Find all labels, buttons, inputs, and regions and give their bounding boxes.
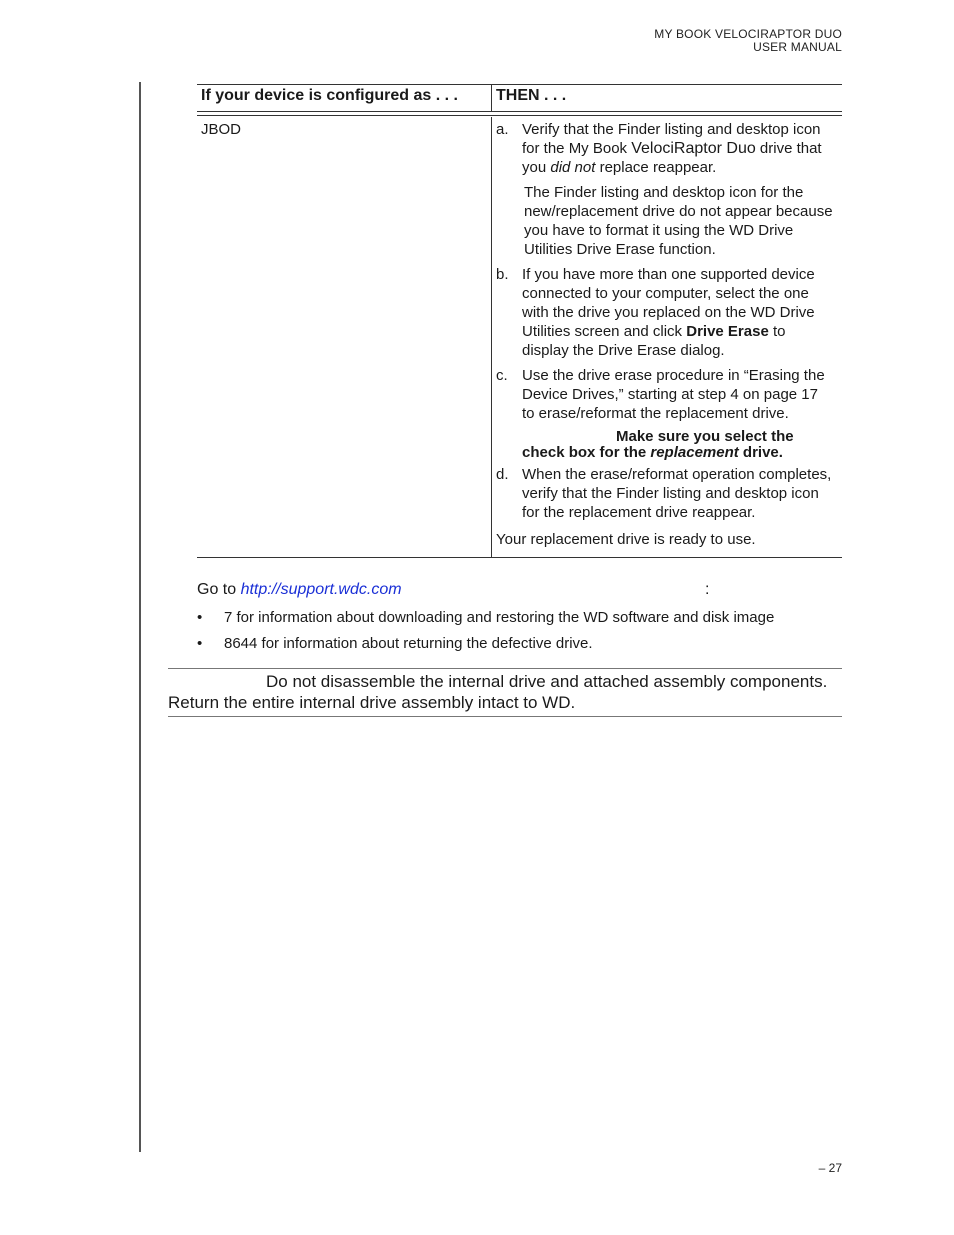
- caution-line1: Do not disassemble the internal drive and attached assembly components.: [266, 672, 828, 691]
- bullet-mark: •: [197, 635, 203, 652]
- column-header-then: THEN . . .: [496, 87, 567, 104]
- support-link[interactable]: http://support.wdc.com: [240, 581, 402, 598]
- step-a-text-part1: Verify that the Finder listing and desktop icon for the My Book: [522, 121, 821, 157]
- step-c: [496, 366, 834, 423]
- list-item: [197, 635, 837, 652]
- list-item-text: 8644 for information about returning the defective drive.: [224, 635, 593, 652]
- step-marker: a.: [496, 121, 509, 138]
- step-a-text: [522, 120, 834, 177]
- step-a-text-part3: replace reappear.: [595, 159, 717, 176]
- table-row: [197, 117, 842, 557]
- checkbox-warning: [522, 429, 834, 461]
- left-margin-rule: [139, 82, 141, 1152]
- config-cell: JBOD: [197, 117, 492, 557]
- warning-line1: Make sure you select the: [616, 428, 794, 445]
- running-header: [654, 28, 842, 54]
- configuration-table: [197, 84, 842, 558]
- step-marker: d.: [496, 466, 509, 483]
- caution-box: [168, 668, 842, 717]
- step-c-text: Use the drive erase procedure in “Erasing the Device Drives,” starting at step 4 on page 17 to erase/reformat the replacement drive.: [522, 367, 825, 422]
- step-a: [496, 120, 834, 177]
- column-header-config: If your device is configured as . . .: [197, 85, 492, 111]
- bullet-mark: •: [197, 609, 203, 626]
- list-item-text: 7 for information about downloading and restoring the WD software and disk image: [224, 609, 775, 626]
- step-b-text: [522, 265, 834, 360]
- goto-prefix: Go to: [197, 581, 241, 598]
- finder-note: The Finder listing and desktop icon for the new/replacement drive do not appear because you have to format it using the WD Drive Utilities Drive Erase function.: [524, 184, 833, 258]
- step-marker: b.: [496, 266, 509, 283]
- header-subtitle: USER MANUAL: [753, 40, 842, 54]
- step-b: [496, 265, 834, 360]
- support-paragraph: [197, 581, 797, 599]
- step-d: [496, 465, 834, 522]
- warning-line2-part2: drive.: [738, 444, 783, 461]
- warning-line2-part1: check box for the: [522, 444, 651, 461]
- list-item: [197, 609, 837, 626]
- product-name: VelociRaptor Duo: [631, 140, 756, 157]
- warning-line2: [522, 445, 834, 461]
- step-a-emphasis: did not: [550, 159, 596, 176]
- header-title: MY BOOK VELOCIRAPTOR DUO: [654, 27, 842, 41]
- caution-line2: Return the entire internal drive assembly intact to WD.: [168, 693, 576, 712]
- drive-erase-label: Drive Erase: [686, 323, 769, 340]
- goto-colon: :: [705, 581, 710, 598]
- ready-message: Your replacement drive is ready to use.: [496, 531, 756, 548]
- then-cell: [492, 117, 842, 557]
- step-b-text-part2: to display the Drive Erase dialog.: [522, 323, 786, 359]
- warning-emphasis: replacement: [650, 444, 739, 461]
- table-header-row: [197, 85, 842, 112]
- step-d-text: When the erase/reformat operation completes, verify that the Finder listing and desktop icon for the replacement drive reappear.: [522, 466, 832, 521]
- step-a-text-part2: drive that you: [522, 140, 822, 176]
- page-number: – 27: [818, 1161, 842, 1175]
- bullet-list: [197, 609, 837, 661]
- step-marker: c.: [496, 367, 508, 384]
- step-b-text-part1: If you have more than one supported device connected to your computer, select the one with the drive you replaced on the WD Drive Utilities screen and click: [522, 266, 815, 340]
